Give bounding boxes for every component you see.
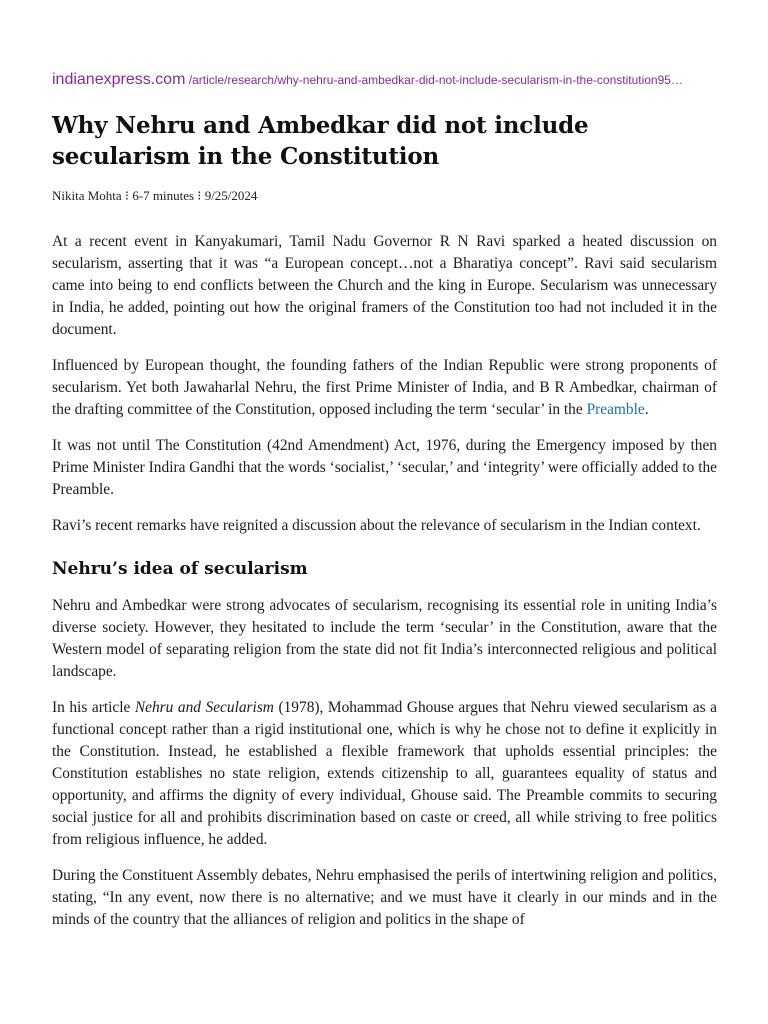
article-title: Why Nehru and Ambedkar did not include secularism in the Constitution [52,112,589,170]
article-meta: Nikita Mohta ⁝ 6-7 minutes ⁝ 9/25/2024 [52,188,258,203]
article-body [52,231,717,945]
paragraph-1: At a recent event in Kanyakumari, Tamil Nadu Governor R N Ravi sparked a heated discussion on secularism, asserting that it was “a European concept…not a Bharatiya concept”. Ravi said secularism came into being to end conflicts between the Church and the king in Europe. Secularism was unnecessary in India, he added, pointing out how the original framers of the Constitution too had not included it in the document. [52,233,717,338]
paragraph-2 [52,355,717,421]
paragraph-4: Ravi’s recent remarks have reignited a discussion about the relevance of secularism in the Indian context. [52,517,701,534]
paragraph-3: It was not until The Constitution (42nd Amendment) Act, 1976, during the Emergency imposed by then Prime Minister Indira Gandhi that the words ‘socialist,’ ‘secular,’ and ‘integrity’ were officially added to the Preamble. [52,437,717,498]
paragraph-5: Nehru and Ambedkar were strong advocates of secularism, recognising its essential role in uniting India’s diverse society. However, they hesitated to include the term ‘secular’ in the Constitution, aware that the Western model of separating religion from the state did not fit India’s interconnected religious and political landscape. [52,597,717,680]
paragraph-2-text: Influenced by European thought, the founding fathers of the Indian Republic were strong proponents of secularism. Yet both Jawaharlal Nehru, the first Prime Minister of India, and B R Ambedkar, chairman of the drafting committee of the Constitution, opposed including the term ‘secular’ in the [52,357,717,418]
article-reference-title: Nehru and Secularism [134,699,274,716]
source-url[interactable] [52,71,717,89]
section-heading: Nehru’s idea of secularism [52,559,308,579]
paragraph-6 [52,697,717,851]
paragraph-6-rest: (1978), Mohammad Ghouse argues that Nehru viewed secularism as a functional concept rather than a rigid institutional one, which is why he chose not to define it explicitly in the Constitution. Instead, he established a flexible framework that upholds essential principles: the Constitution establishes no state religion, extends citizenship to all, guarantees equality of status and opportunity, and affirms the dignity of every individual, Ghouse said. The Preamble commits to securing social justice for all and prohibits discrimination based on caste or creed, all while striving to free politics from religious influence, he added. [52,699,718,848]
source-path[interactable]: /article/research/why-nehru-and-ambedkar-did-not-include-secularism-in-the-constitution95… [185,73,683,87]
paragraph-2-end: . [644,401,649,418]
source-domain[interactable]: indianexpress.com [52,71,186,88]
paragraph-6-text: In his article [52,699,135,716]
preamble-link[interactable]: Preamble [586,401,645,418]
paragraph-7: During the Constituent Assembly debates, Nehru emphasised the perils of intertwining religion and politics, stating, “In any event, now there is no alternative; and we must have it clearly in our minds and in the minds of the country that the alliances of religion and politics in the shape of [52,867,717,928]
